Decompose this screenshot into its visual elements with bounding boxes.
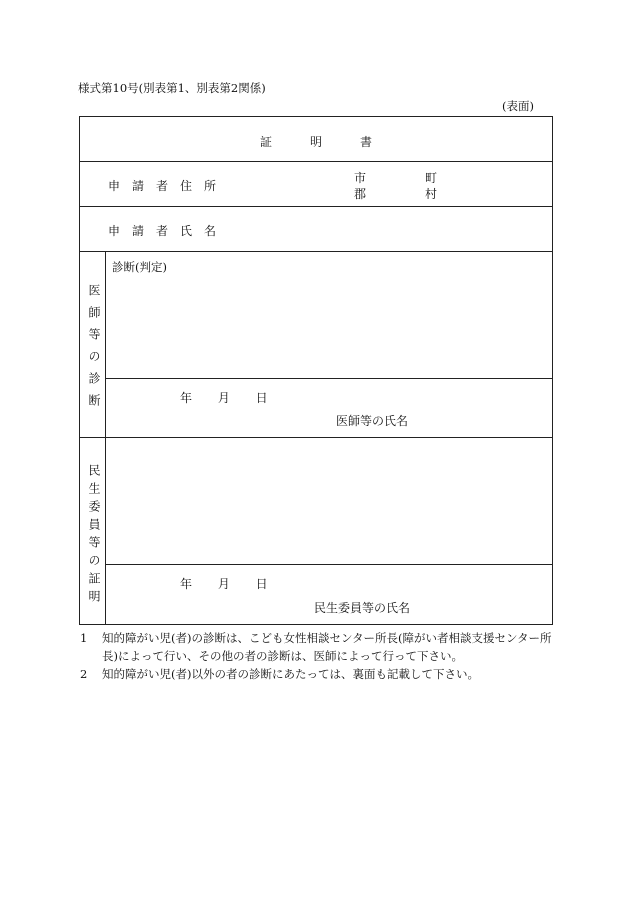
side-column-divider: [105, 251, 106, 625]
town-label: 町: [425, 171, 438, 185]
city-label: 市: [354, 171, 367, 185]
form-number-title: 様式第10号(別表第1、別表第2関係): [78, 81, 266, 95]
commissioner-name-label: 民生委員等の氏名: [314, 601, 411, 615]
row-divider: [80, 437, 552, 438]
note-item: [80, 665, 560, 683]
commissioner-section-label: 民生委員等の証明: [87, 464, 101, 608]
note-text: 知的障がい児(者)以外の者の診断にあたっては、裏面も記載して下さい。: [102, 667, 479, 681]
row-divider: [80, 161, 552, 162]
note-number: 1: [80, 631, 88, 645]
county-label: 郡: [354, 187, 367, 201]
doctor-date-label: 年 月 日: [180, 391, 268, 405]
village-label: 村: [425, 187, 438, 201]
section-divider: [105, 564, 552, 565]
face-side-label: (表面): [502, 99, 534, 113]
diagnosis-field-label: 診断(判定): [112, 260, 167, 274]
certificate-title: 証明書: [259, 135, 410, 149]
note-item: [80, 629, 560, 665]
notes-section: [80, 629, 560, 683]
doctor-name-label: 医師等の氏名: [336, 414, 409, 428]
commissioner-date-label: 年 月 日: [180, 577, 268, 591]
applicant-name-label: 申請者氏名: [108, 224, 229, 238]
note-number: 2: [80, 667, 88, 681]
applicant-address-label: 申請者住所: [108, 179, 229, 193]
section-divider: [105, 378, 552, 379]
doctor-diagnosis-section-label: 医師等の診断: [87, 284, 101, 416]
note-text: 知的障がい児(者)の診断は、こども女性相談センター所長(障がい者相談支援センター所長)によって行い、その他の者の診断は、医師によって行って下さい。: [102, 631, 552, 663]
row-divider: [80, 206, 552, 207]
certificate-form: [79, 116, 553, 625]
row-divider: [80, 251, 552, 252]
